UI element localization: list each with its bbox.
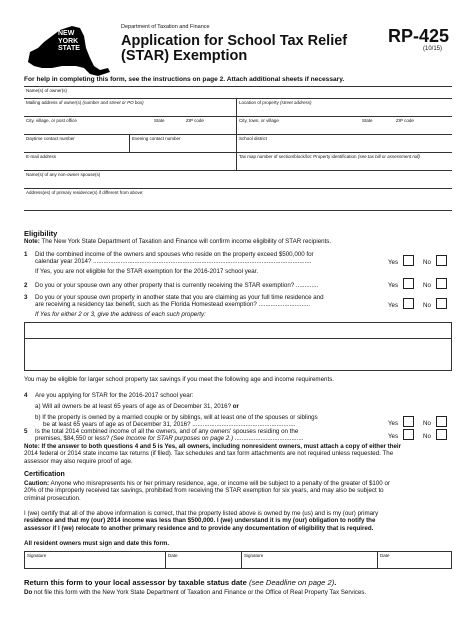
note45-line3: assessor may also require proof of age. [24, 457, 133, 465]
q5-yes-label: Yes [388, 433, 399, 440]
form-revision: (10/15) [423, 46, 443, 52]
return-end: . [334, 578, 337, 587]
signature-label-2: Signature [244, 553, 264, 558]
q5-dots: ........................................ [233, 435, 304, 443]
phone-row [24, 135, 452, 153]
q3-yes-checkbox[interactable] [403, 298, 414, 309]
other-property-address-1[interactable] [24, 322, 452, 339]
cert-line2: residence and that my (our) 2014 income was less than $500,000. I (we) understand it is my (our) obligation to notify the [24, 517, 376, 525]
q4a-question: a) Will all owners be at least 65 years of age as of December 31, 2016? [35, 403, 232, 410]
q3-no-checkbox[interactable] [436, 298, 447, 309]
signature-label-1: Signature [27, 553, 47, 558]
q5-no-label: No [423, 433, 431, 440]
q4-yes-label: Yes [388, 420, 399, 427]
mailing-address-note: (number and street or PO box) [82, 100, 144, 105]
q1-yes-checkbox[interactable] [403, 255, 414, 266]
q5-question: premises, $84,550 or less? [35, 435, 110, 443]
q2-yes-checkbox[interactable] [403, 278, 414, 289]
note45-line2: 2014 federal or 2014 state income tax returns (if filed). Tax schedules and tax form attachments are not required unless requested. The [24, 450, 394, 458]
property-location-field[interactable] [236, 99, 452, 116]
school-district-label: School district [239, 136, 268, 141]
logo-line-state: STATE [58, 45, 80, 52]
q5-no-checkbox[interactable] [436, 429, 447, 440]
q1-yes-label: Yes [388, 259, 399, 266]
property-location-label: Location of property [239, 100, 279, 105]
school-district-field[interactable] [236, 135, 452, 152]
logo-line-york: YORK [58, 37, 79, 45]
department-name: Department of Taxation and Finance [121, 24, 210, 30]
cert-line1: I (we) certify that all of the above information is correct, that the property listed above is owned by me (us) and is my (our) primary [24, 510, 379, 517]
help-text: For help in completing this form, see the instructions on page 2. Attach additional sheets if necessary. [24, 76, 345, 83]
signature-row [24, 551, 452, 569]
q5-number: 5 [24, 428, 28, 435]
title-line1: Application for School Tax Relief [121, 33, 348, 49]
q2-text: Do you or your spouse own any other property that is currently receiving the STAR exemption? ............. [35, 282, 319, 289]
title-line2: (STAR) Exemption [121, 48, 248, 64]
signature-field-2[interactable] [241, 552, 377, 568]
caution-label: Caution: [24, 480, 50, 487]
non-owner-spouse-label: Name(s) of any non-owner spouse(s) [26, 172, 101, 177]
primary-residence-label: Address(es) of primary residence(s) if different from above: [26, 190, 144, 195]
city-po-label: City, village, or post office [26, 118, 77, 123]
caution-line1 [24, 480, 452, 487]
do-not-label: Do [24, 589, 33, 596]
evening-phone-field[interactable] [129, 135, 236, 152]
q4a-or: or [232, 403, 239, 410]
form-title [121, 34, 371, 64]
q4-yes-checkbox[interactable] [403, 416, 414, 427]
q5-line2 [35, 435, 380, 442]
enhanced-intro: You may be eligible for larger school property tax savings if you meet the following age and income requirements. [24, 376, 335, 383]
q4b-text [35, 414, 380, 429]
q2-yes-label: Yes [388, 282, 399, 289]
spouse-row[interactable] [24, 171, 452, 189]
signature-field-1[interactable] [25, 552, 165, 568]
q3-line2: are receiving a residency tax benefit, such as the Florida Homestead exemption? .............................. [35, 301, 311, 309]
q5-text [35, 428, 380, 443]
form-number: RP-425 [388, 26, 450, 46]
cert-line3: assessor if I (we) relocate to another primary residence and to provide any documentation of eligibility that is required. [24, 524, 374, 532]
return-deadline-note: (see Deadline on page 2) [248, 578, 335, 587]
q1-if-yes-note: If Yes, you are not eligible for the STAR exemption for the 2016-2017 school year. [35, 268, 259, 275]
caution-text [24, 480, 452, 502]
if-yes-2-3-note: If Yes for either 2 or 3, give the address of each such property: [35, 311, 206, 318]
certification-heading: Certification [24, 471, 65, 478]
eligibility-note-text: The New York State Department of Taxation and Finance will confirm income eligibility of STAR recipients. [41, 238, 332, 245]
q3-yes-label: Yes [388, 302, 399, 309]
address-row [24, 99, 452, 117]
tax-map-label: Tax map number of section/block/lot: Property identification [239, 154, 357, 159]
daytime-phone-label: Daytime contact number [26, 136, 75, 141]
q4b-line2: be at least 65 years of age as of December 31, 2016? ............................................................ [43, 421, 296, 429]
q4-no-label: No [423, 420, 431, 427]
q1-number: 1 [24, 251, 28, 258]
state-label: State [154, 118, 165, 123]
owners-name-label: Name(s) of owner(s) [26, 88, 68, 93]
q3-text [35, 294, 380, 309]
q1-no-label: No [423, 259, 431, 266]
date-label-2: Date [380, 553, 390, 558]
q5-line1: Is the total 2014 combined income of all the owners, and of any owners' spouses residing on the [35, 428, 299, 435]
q2-no-label: No [423, 282, 431, 289]
logo-text [58, 30, 80, 53]
tax-map-field[interactable] [236, 153, 452, 170]
date-label-1: Date [168, 553, 178, 558]
q3-line1: Do you or your spouse own property in another state that you are claiming as your full time residence and [35, 294, 324, 301]
tax-map-note: (see tax bill or assessment roll) [357, 154, 420, 159]
email-label: E-mail address [26, 154, 57, 159]
q4b-line1: b) If the property is owned by a married couple or by siblings, will at least one of the spouses or siblings [35, 414, 318, 421]
q4-text: Are you applying for STAR for the 2016-2017 school year: [35, 392, 194, 399]
caution-line3: criminal prosecution. [24, 494, 81, 502]
property-location-note: (street address) [280, 100, 312, 105]
zip2-label: ZIP code [396, 118, 414, 123]
caution-line1-text: Anyone who misrepresents his or her primary residence, age, or income will be subject to a penalty of the greater of $100 or [50, 480, 390, 487]
questions-4-5-note [24, 443, 452, 465]
date-field-2[interactable] [377, 552, 451, 568]
do-not-text: not file this form with the New York State Department of Taxation and Finance or the Office of Real Property Tax Services. [33, 589, 367, 596]
state2-label: State [362, 118, 373, 123]
q2-number: 2 [24, 282, 28, 289]
q1-no-checkbox[interactable] [436, 255, 447, 266]
eligibility-heading: Eligibility [24, 229, 58, 238]
q3-number: 3 [24, 294, 28, 301]
mailing-address-label: Mailing address of owner(s) [26, 100, 82, 105]
q5-yes-checkbox[interactable] [403, 429, 414, 440]
evening-phone-label: Evening contact number [132, 136, 181, 141]
residence-row[interactable] [24, 189, 452, 211]
date-field-1[interactable] [165, 552, 241, 568]
return-text: Return this form to your local assessor by taxable status date [24, 578, 247, 587]
q2-no-checkbox[interactable] [436, 278, 447, 289]
return-instruction [24, 578, 336, 587]
other-property-address-2[interactable] [24, 338, 452, 371]
city-village-field[interactable] [236, 117, 452, 134]
q5-income-note: (See Income for STAR purposes on page 2.) [111, 435, 234, 443]
owners-name-row[interactable] [24, 87, 452, 99]
owner-info-grid [24, 86, 452, 211]
q4-number: 4 [24, 392, 28, 399]
logo-line-new: NEW [58, 30, 75, 37]
sign-instruction: All resident owners must sign and date this form. [24, 540, 170, 547]
caution-line2: 20% of the improperly received tax savings, prohibited from receiving the STAR exemption for six years, and may also be subject to [24, 487, 384, 495]
certification-statement [24, 510, 452, 532]
city-row [24, 117, 452, 135]
q1-line1: Did the combined income of the owners and spouses who reside on the property exceed $500,000 for [35, 251, 314, 258]
nys-logo [24, 22, 112, 80]
q3-no-label: No [423, 302, 431, 309]
eligibility-note-label: Note: [24, 238, 40, 245]
eligibility-note [24, 238, 452, 245]
q1-text [35, 251, 380, 266]
zip-label: ZIP code [186, 118, 204, 123]
q1-line2: calendar year 2014? ............................................................................................................................... [35, 258, 312, 266]
q4a-text [35, 403, 239, 410]
q4-no-checkbox[interactable] [436, 416, 447, 427]
email-row [24, 153, 452, 171]
note45-line1: Note: If the answer to both questions 4 and 5 is Yes, all owners, including nonresident owners, must attach a copy of either their [24, 443, 402, 450]
city-village-label: City, town, or village [239, 118, 279, 123]
do-not-file-note [24, 589, 464, 596]
